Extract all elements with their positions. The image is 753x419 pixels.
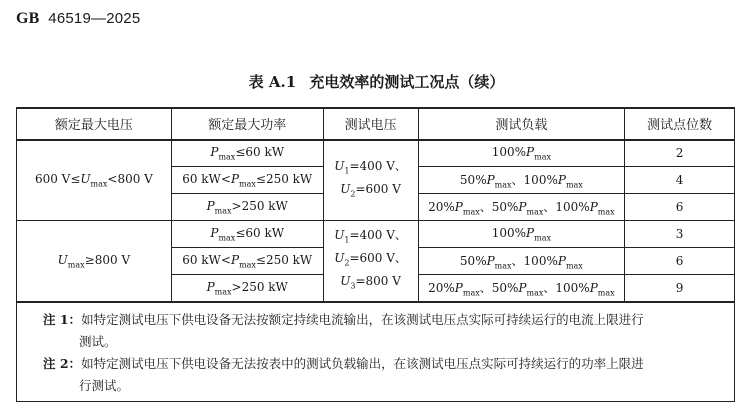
note-text-continued: 行测试。: [79, 377, 130, 393]
test-voltage-line: $U_1=400$ V、: [334, 158, 407, 176]
table-row: [17, 221, 735, 248]
points-cell: 6: [625, 194, 735, 221]
points-cell: 6: [625, 248, 735, 275]
power-cell: 60 $kW<P_{max}\le 250$ kW: [171, 167, 323, 194]
voltage-rating-cell: $U_{max}\ge 800$ V: [17, 221, 172, 302]
load-cell: $20\%P_{max}$、$50\%P_{max}$、$100\%P_{max}$: [418, 275, 625, 302]
col-header-power-rating: 额定最大功率: [171, 109, 323, 140]
power-cell: $P_{max}>250$ kW: [171, 194, 323, 221]
table-row: [17, 140, 735, 167]
note-1: [43, 309, 724, 353]
points-cell: 2: [625, 140, 735, 167]
standard-header: [16, 10, 140, 28]
table-label: 表 A.1: [248, 73, 297, 91]
table-header-row: [17, 109, 735, 140]
test-voltage-cell: [323, 221, 418, 302]
notes-cell: [17, 302, 735, 402]
load-cell: $100\%P_{max}$: [418, 140, 625, 167]
test-voltage-line: $U_2=600$ V、: [334, 251, 407, 268]
test-voltage-cell: [323, 140, 418, 221]
note-label: 注 1：: [43, 311, 82, 327]
test-voltage-line: $U_2=600$ V: [340, 182, 401, 199]
note-label: 注 2：: [43, 355, 82, 371]
power-cell: 60 $kW<P_{max}\le 250$ kW: [171, 248, 323, 275]
col-header-test-voltage: 测试电压: [323, 109, 418, 140]
note-text-continued: 测试。: [79, 333, 117, 349]
points-cell: 3: [625, 221, 735, 248]
load-cell: $50\%P_{max}$、$100\%P_{max}$: [418, 167, 625, 194]
test-conditions-table: [16, 108, 735, 402]
power-cell: $P_{max}>250$ kW: [171, 275, 323, 302]
test-voltage-line: $U_1=400$ V、: [334, 227, 407, 245]
note-2: [43, 353, 724, 397]
note-text: 如特定测试电压下供电设备无法按额定持续电流输出，在该测试电压点实际可持续运行的电流上限进行: [81, 311, 644, 327]
col-header-test-points: 测试点位数: [625, 109, 735, 140]
points-cell: 9: [625, 275, 735, 302]
test-voltage-line: $U_3=800$ V: [340, 274, 401, 291]
notes-row: [17, 302, 735, 402]
note-text: 如特定测试电压下供电设备无法按表中的测试负载输出，在该测试电压点实际可持续运行的功率上限进: [81, 355, 644, 371]
points-cell: 4: [625, 167, 735, 194]
standard-prefix: GB: [16, 10, 40, 27]
col-header-voltage-rating: 额定最大电压: [17, 109, 172, 140]
col-header-test-load: 测试负载: [418, 109, 625, 140]
power-cell: $P_{max}\le 60$ kW: [171, 140, 323, 167]
load-cell: $100\%P_{max}$: [418, 221, 625, 248]
table-caption: 充电效率的测试工况点（续）: [309, 73, 505, 91]
voltage-rating-cell: 600 $V\le U_{max}<800$ V: [17, 140, 172, 221]
standard-number: 46519—2025: [48, 10, 141, 27]
power-cell: $P_{max}\le 60$ kW: [171, 221, 323, 248]
table-title: [0, 71, 753, 92]
load-cell: $20\%P_{max}$、$50\%P_{max}$、$100\%P_{max}$: [418, 194, 625, 221]
load-cell: $50\%P_{max}$、$100\%P_{max}$: [418, 248, 625, 275]
